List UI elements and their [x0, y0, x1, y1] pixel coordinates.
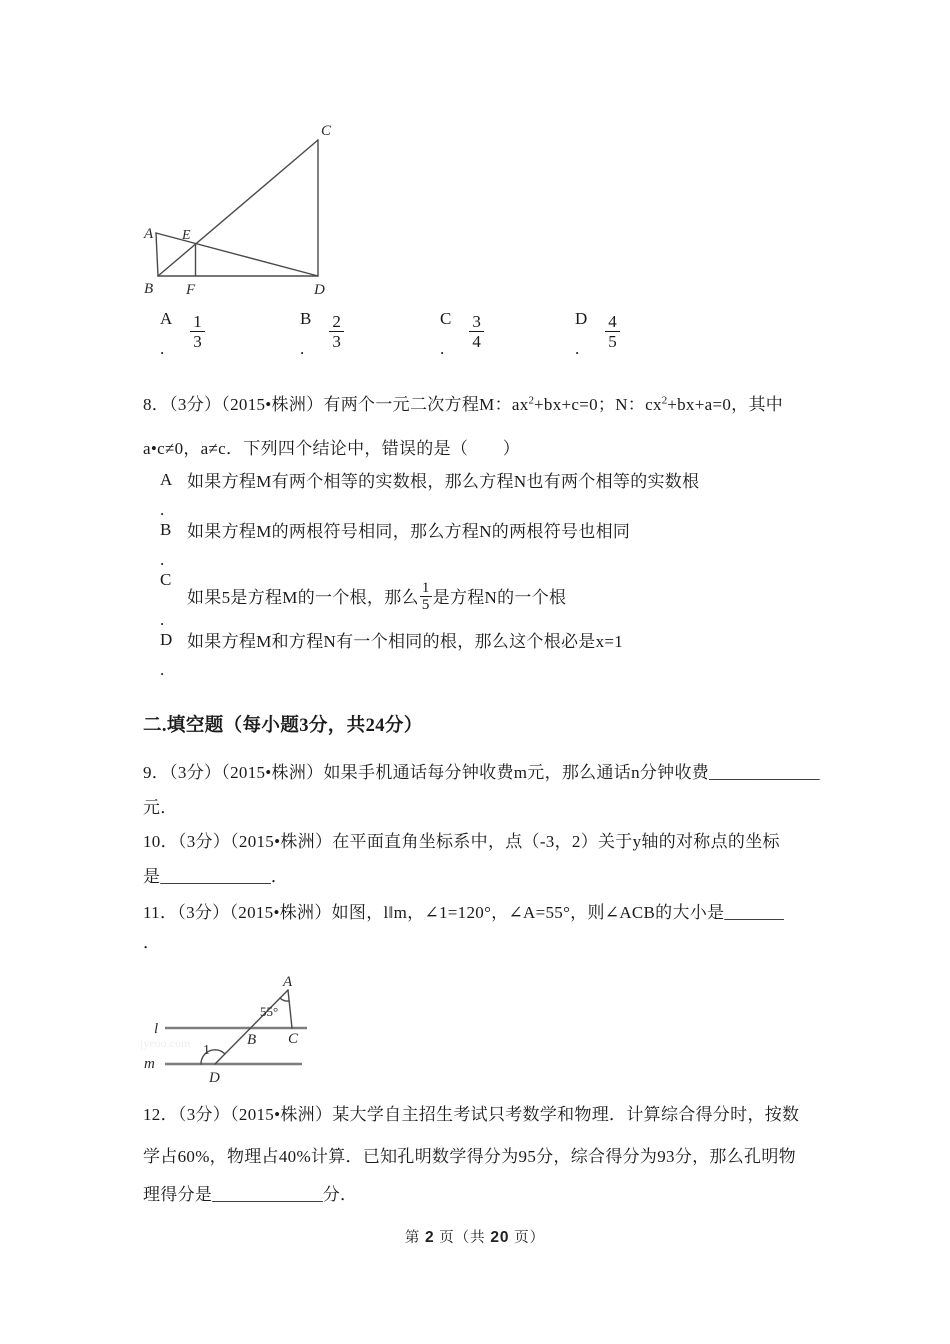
option-b-cell [300, 310, 344, 356]
q8-stem-line1 [143, 394, 783, 416]
q10-period: ． [270, 867, 289, 886]
section2-title: 二.填空题（每小题3分，共24分） [143, 716, 423, 736]
fig1-label-C: C [321, 123, 332, 139]
q8-option-c-letter: C [160, 570, 172, 589]
q8-stem-text: +bx+c=0；N：cx [534, 395, 662, 414]
angleA-arc [280, 998, 289, 1001]
footer-text: 页（共 [439, 1230, 486, 1246]
q8-option-c-pre: 如果5是方程M的一个根，那么 [187, 587, 419, 607]
fraction-numerator: 3 [472, 312, 481, 331]
segment-AD [156, 233, 318, 276]
q10-line1: 10．（3分）（2015•株洲）在平面直角坐标系中，点（-3，2）关于y轴的对称点的坐标 [143, 832, 780, 851]
fraction-denominator: 4 [469, 331, 484, 352]
q9-blank: _____________ [709, 763, 820, 782]
q8-exponent: 2 [661, 394, 668, 407]
segment-AC [288, 990, 292, 1028]
option-a-dot: . [160, 339, 165, 358]
option-c-dot: . [440, 339, 445, 358]
footer-page-number: 2 [424, 1229, 435, 1246]
q11-text: 11．（3分）（2015•株洲）如图，l‖m，∠1=120°，∠A=55°，则∠ACB的大小是 [143, 903, 725, 922]
q11-line1 [143, 902, 784, 924]
fig2-label-l: l [154, 1021, 159, 1037]
page-footer [0, 1226, 950, 1247]
q8-option-a-text: 如果方程M有两个相等的实数根，那么方程N也有两个相等的实数根 [187, 472, 700, 491]
q8-option-d-letter: D [160, 630, 173, 649]
footer-text: 页） [514, 1230, 546, 1246]
q8-option-a-letter: A [160, 470, 173, 489]
fig1-label-D: D [314, 282, 325, 298]
option-c-cell [440, 310, 484, 356]
option-a-fraction [190, 312, 205, 352]
segment-AB [156, 233, 158, 276]
fig1-label-F: F [186, 282, 196, 298]
q8-option-a-dot: . [160, 500, 165, 519]
q12-line3 [143, 1184, 357, 1206]
q8-option-c-text [187, 582, 566, 616]
option-b-dot: . [300, 339, 305, 358]
option-b-letter: B [300, 309, 312, 328]
q8-option-d-text: 如果方程M和方程N有一个相同的根，那么这个根必是x=1 [187, 632, 624, 651]
q10-blank: _____________ [160, 867, 271, 886]
option-d-fraction [605, 312, 620, 352]
option-a-cell [160, 310, 205, 356]
option-a-letter: A [160, 309, 173, 328]
fig2-label-D: D [209, 1070, 220, 1086]
option-d-cell [575, 310, 620, 356]
fig2-label-B: B [247, 1032, 257, 1048]
fig2-label-angle1: 1 [203, 1043, 210, 1058]
fraction-denominator: 5 [421, 597, 430, 613]
fraction-denominator: 3 [329, 331, 344, 352]
figure-triangles-bcd-abd [138, 113, 353, 308]
q10-line2 [143, 866, 288, 888]
q12-line2: 学占60%，物理占40%计算．已知孔明数学得分为95分，综合得分为93分，那么孔明物 [143, 1147, 796, 1166]
fraction-numerator: 4 [608, 312, 617, 331]
footer-total-pages: 20 [490, 1229, 510, 1246]
q8-option-b-text: 如果方程M的两根符号相同，那么方程N的两根符号也相同 [187, 522, 631, 541]
q12-blank: _____________ [212, 1185, 323, 1204]
fig2-label-A: A [283, 974, 293, 990]
fraction-numerator: 2 [332, 312, 341, 331]
watermark: jyeoo.com [140, 1036, 191, 1050]
q12-unit: 分． [322, 1185, 358, 1204]
q8-stem-line2: a•c≠0，a≠c．下列四个结论中，错误的是（ ） [143, 439, 521, 458]
q8-option-b-dot: . [160, 550, 165, 569]
q9-text: 9．（3分）（2015•株洲）如果手机通话每分钟收费m元，那么通话n分钟收费 [143, 763, 710, 782]
fig1-label-A: A [144, 226, 154, 242]
q8-exponent: 2 [528, 394, 535, 407]
q8-stem-text: +bx+a=0，其中 [667, 395, 784, 414]
q12-line1: 12．（3分）（2015•株洲）某大学自主招生考试只考数学和物理．计算综合得分时，按数 [143, 1105, 800, 1124]
q8-option-c-dot: . [160, 610, 165, 629]
option-d-letter: D [575, 309, 588, 328]
option-c-letter: C [440, 309, 452, 328]
fig2-label-C: C [288, 1031, 299, 1047]
q9-line1 [143, 762, 820, 784]
q8-option-c-fraction [420, 580, 432, 614]
q8-option-d [160, 631, 623, 677]
fig1-label-E: E [182, 228, 191, 243]
segment-BC [158, 140, 318, 276]
q8-option-b-letter: B [160, 520, 172, 539]
q11-blank: _______ [724, 903, 784, 922]
q8-option-d-dot: . [160, 660, 165, 679]
q10-text: 是 [143, 867, 161, 886]
fraction-denominator: 5 [605, 331, 620, 352]
footer-text: 第 [404, 1230, 421, 1246]
fig2-label-m: m [144, 1056, 155, 1072]
fraction-numerator: 1 [193, 312, 202, 331]
q8-option-b [160, 521, 630, 567]
q9-line2: 元． [143, 798, 178, 817]
option-d-dot: . [575, 339, 580, 358]
fraction-numerator: 1 [421, 580, 430, 596]
q8-option-c-post: 是方程N的一个根 [432, 587, 567, 607]
fig1-label-B: B [144, 281, 154, 297]
q8-option-c [160, 571, 566, 627]
q11-line2: ． [143, 933, 161, 952]
q8-option-a [160, 471, 699, 517]
fig2-label-55deg: 55° [260, 1004, 279, 1019]
q12-text: 理得分是 [143, 1185, 213, 1204]
option-b-fraction [329, 312, 344, 352]
q8-stem-text: 8．（3分）（2015•株洲）有两个一元二次方程M：ax [143, 395, 529, 414]
fraction-denominator: 3 [190, 331, 205, 352]
option-c-fraction [469, 312, 484, 352]
figure-parallel-lines [140, 963, 350, 1093]
